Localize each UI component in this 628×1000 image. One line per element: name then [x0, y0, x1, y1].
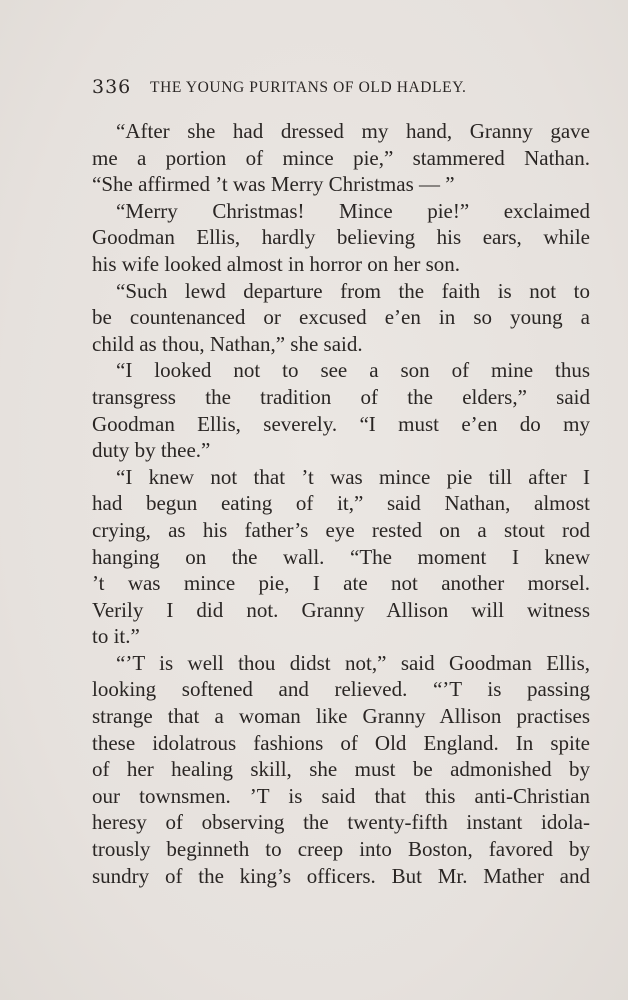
text-line: “I looked not to see a son of mine thus — [116, 358, 590, 383]
text-line: “She affirmed ’t was Merry Christmas — ” — [92, 172, 455, 197]
text-line: to it.” — [92, 624, 140, 649]
text-line: sundry of the king’s officers. But Mr. Mather and — [92, 863, 590, 888]
text-line: “I knew not that ’t was mince pie till after I — [116, 464, 590, 489]
text-line: Goodman Ellis, hardly believing his ears, while — [92, 225, 590, 250]
text-line: heresy of observing the twenty-fifth instant idola- — [92, 810, 590, 835]
text-line: ’t was mince pie, I ate not another morsel. — [92, 571, 590, 596]
text-line: these idolatrous fashions of Old England. In spite — [92, 730, 590, 755]
text-line: “Merry Christmas! Mince pie!” exclaimed — [116, 198, 590, 223]
text-line: me a portion of mince pie,” stammered Nathan. — [92, 145, 590, 170]
running-title: THE YOUNG PURITANS OF OLD HADLEY. — [150, 79, 467, 96]
text-line: child as thou, Nathan,” she said. — [92, 331, 363, 356]
text-line: strange that a woman like Granny Allison practises — [92, 704, 590, 729]
text-line: of her healing skill, she must be admonished by — [92, 757, 590, 782]
text-line: hanging on the wall. “The moment I knew — [92, 544, 590, 569]
text-line: crying, as his father’s eye rested on a stout rod — [92, 517, 590, 542]
text-line: “’T is well thou didst not,” said Goodman Ellis, — [116, 650, 590, 675]
text-line: Verily I did not. Granny Allison will witness — [92, 597, 590, 622]
text-line: our townsmen. ’T is said that this anti-Christian — [92, 783, 590, 808]
text-line: looking softened and relieved. “’T is passing — [92, 677, 590, 702]
text-line: had begun eating of it,” said Nathan, almost — [92, 491, 590, 516]
text-line: his wife looked almost in horror on her son. — [92, 251, 461, 276]
text-line: “Such lewd departure from the faith is not to — [116, 278, 590, 303]
text-line: trously beginneth to creep into Boston, favored by — [92, 837, 590, 862]
page-header — [92, 76, 524, 100]
body-text — [92, 118, 590, 889]
text-line: transgress the tradition of the elders,” said — [92, 384, 590, 409]
text-line: duty by thee.” — [92, 438, 211, 463]
text-line: be countenanced or excused e’en in so young a — [92, 305, 590, 330]
text-line: Goodman Ellis, severely. “I must e’en do my — [92, 411, 590, 436]
page-number: 336 — [92, 76, 132, 98]
text-line: “After she had dressed my hand, Granny gave — [116, 119, 590, 143]
